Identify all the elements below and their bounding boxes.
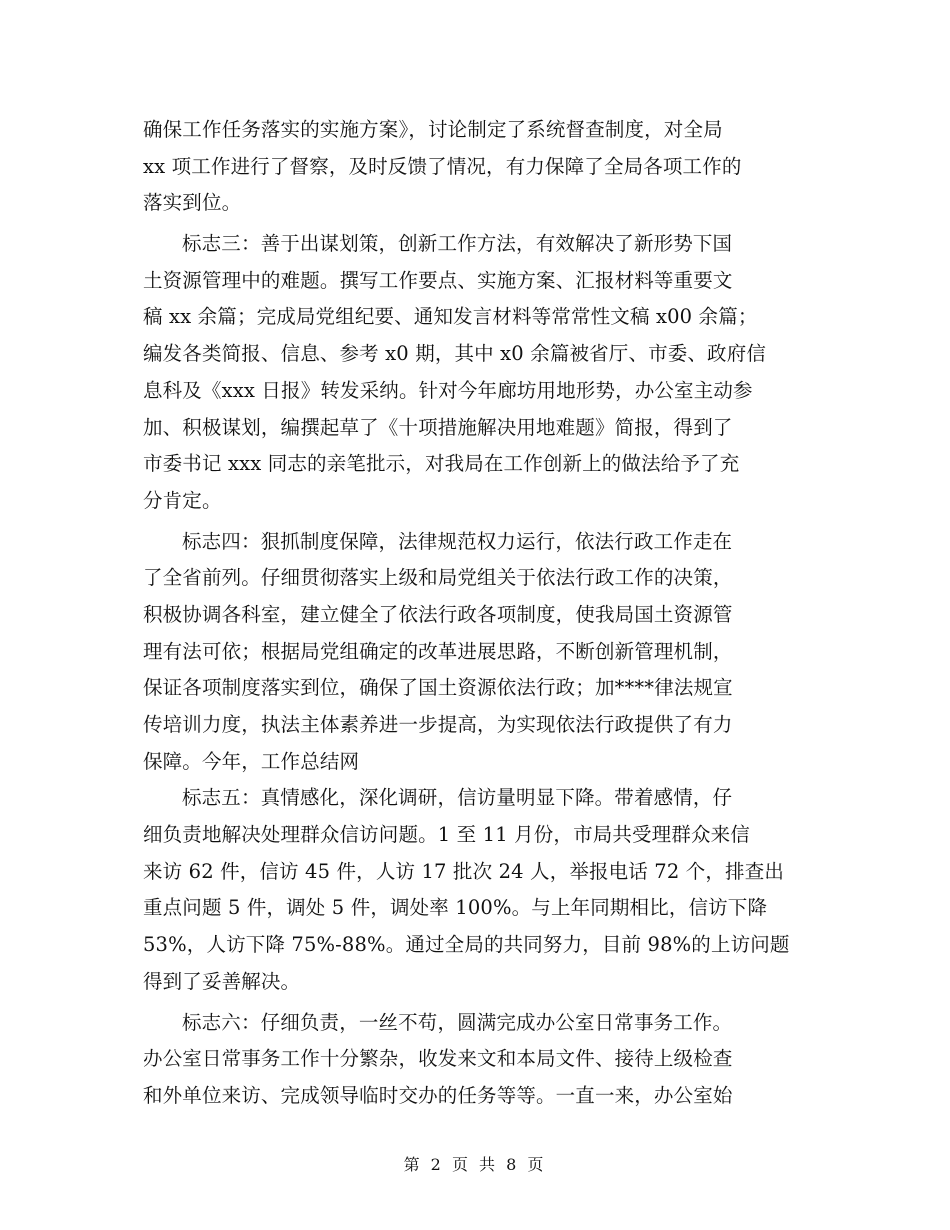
text-line: 分肯定。 bbox=[143, 488, 222, 512]
document-body bbox=[143, 112, 803, 1115]
text-line: 息科及《xxx 日报》转发采纳。针对今年廊坊用地形势，办公室主动参 bbox=[143, 378, 753, 402]
text-line: 加、积极谋划，编撰起草了《十项措施解决用地难题》简报，得到了 bbox=[143, 415, 733, 439]
text-line: 保障。今年，工作总结网 bbox=[143, 749, 360, 773]
paragraph-start-line: 标志五：真情感化，深化调研，信访量明显下降。带着感情，仔 bbox=[182, 786, 733, 810]
text-line: 理有法可依；根据局党组确定的改革进展思路，不断创新管理机制， bbox=[143, 639, 733, 663]
text-line: 53%，人访下降 75%-88%。通过全局的共同努力，目前 98%的上访问题 bbox=[143, 933, 790, 957]
text-line: 市委书记 xxx 同志的亲笔批示，对我局在工作创新上的做法给予了充 bbox=[143, 452, 740, 476]
text-line: 编发各类简报、信息、参考 x0 期，其中 x0 余篇被省厅、市委、政府信 bbox=[143, 342, 767, 366]
page-number-footer: 第 2 页 共 8 页 bbox=[403, 1155, 547, 1174]
text-line: 积极协调各科室，建立健全了依法行政各项制度，使我局国土资源管 bbox=[143, 602, 733, 626]
text-line: 传培训力度，执法主体素养进一步提高，为实现依法行政提供了有力 bbox=[143, 713, 733, 736]
text-line: 稿 xx 余篇；完成局党组纪要、通知发言材料等常常性文稿 x00 余篇； bbox=[143, 305, 758, 329]
text-line: 来访 62 件，信访 45 件，人访 17 批次 24 人，举报电话 72 个，排查出 bbox=[143, 859, 784, 883]
text-line: 重点问题 5 件，调处 5 件，调处率 100%。与上年同期相比，信访下降 bbox=[143, 896, 768, 920]
text-line: 确保工作任务落实的实施方案》，讨论制定了系统督查制度，对全局 bbox=[143, 118, 723, 141]
text-line: 办公室日常事务工作十分繁杂，收发来文和本局文件、接待上级检查 bbox=[143, 1047, 733, 1071]
text-line: 和外单位来访、完成领导临时交办的任务等等。一直一来，办公室始 bbox=[143, 1083, 733, 1107]
text-line: 细负责地解决处理群众信访问题。1 至 11 月份，市局共受理群众来信 bbox=[143, 823, 750, 847]
text-line: 保证各项制度落实到位，确保了国土资源依法行政；加****律法规宣 bbox=[143, 676, 733, 700]
text-line: xx 项工作进行了督察，及时反馈了情况，有力保障了全局各项工作的 bbox=[143, 154, 742, 178]
text-line: 了全省前列。仔细贯彻落实上级和局党组关于依法行政工作的决策， bbox=[143, 566, 733, 590]
paragraph-start-line: 标志三：善于出谋划策，创新工作方法，有效解决了新形势下国 bbox=[182, 232, 733, 256]
text-line: 落实到位。 bbox=[143, 191, 242, 215]
paragraph-start-line: 标志六：仔细负责，一丝不苟，圆满完成办公室日常事务工作。 bbox=[182, 1010, 733, 1034]
text-line: 土资源管理中的难题。撰写工作要点、实施方案、汇报材料等重要文 bbox=[143, 268, 733, 292]
paragraph-start-line: 标志四：狠抓制度保障，法律规范权力运行，依法行政工作走在 bbox=[182, 529, 733, 553]
text-line: 得到了妥善解决。 bbox=[143, 969, 301, 993]
